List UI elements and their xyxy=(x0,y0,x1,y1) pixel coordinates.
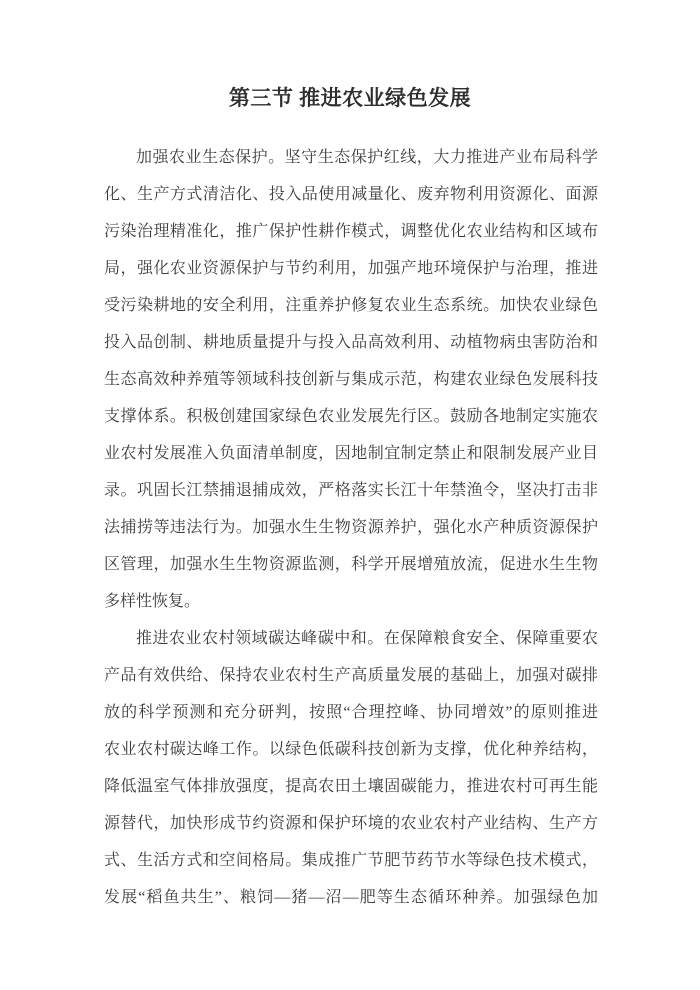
text-line: 产品有效供给、保持农业农村生产高质量发展的基础上，加强对碳排 xyxy=(104,667,598,684)
text-line: 录。巩固长江禁捕退捕成效，严格落实长江十年禁渔令，坚决打击非 xyxy=(104,482,598,499)
text-line: 加强农业生态保护。坚守生态保护红线，大力推进产业布局科学 xyxy=(136,149,598,166)
text-line: 区管理，加强水生生物资源监测，科学开展增殖放流，促进水生生物 xyxy=(104,556,598,573)
text-line: 法捕捞等违法行为。加强水生生物资源养护，强化水产种质资源保护 xyxy=(104,519,598,536)
text-line: 化、生产方式清洁化、投入品使用减量化、废弃物利用资源化、面源 xyxy=(104,186,598,203)
text-line: 业农村发展准入负面清单制度，因地制宜制定禁止和限制发展产业目 xyxy=(104,445,598,462)
text-line: 投入品创制、耕地质量提升与投入品高效利用、动植物病虫害防治和 xyxy=(104,334,598,351)
text-line: 生态高效种养殖等领域科技创新与集成示范，构建农业绿色发展科技 xyxy=(104,371,598,388)
text-line: 多样性恢复。 xyxy=(104,593,201,610)
section-title: 第三节 推进农业绿色发展 xyxy=(228,86,472,110)
text-line: 支撑体系。积极创建国家绿色农业发展先行区。鼓励各地制定实施农 xyxy=(104,408,598,425)
text-line: 受污染耕地的安全利用，注重养护修复农业生态系统。加快农业绿色 xyxy=(104,297,598,314)
text-line: 降低温室气体排放强度，提高农田土壤固碳能力，推进农村可再生能 xyxy=(104,778,598,795)
text-line: 源替代，加快形成节约资源和保护环境的农业农村产业结构、生产方 xyxy=(104,815,598,832)
text-line: 发展“稻鱼共生”、粮饲—猪—沼—肥等生态循环种养。加强绿色加 xyxy=(104,889,598,906)
text-line: 农业农村碳达峰工作。以绿色低碳科技创新为支撑，优化种养结构， xyxy=(104,741,598,758)
text-line: 推进农业农村领域碳达峰碳中和。在保障粮食安全、保障重要农 xyxy=(136,630,598,647)
text-line: 式、生活方式和空间格局。集成推广节肥节药节水等绿色技术模式， xyxy=(104,852,598,869)
text-line: 放的科学预测和充分研判，按照“合理控峰、协同增效”的原则推进 xyxy=(104,704,598,721)
text-line: 污染治理精准化，推广保护性耕作模式，调整优化农业结构和区域布 xyxy=(104,223,598,240)
document-body xyxy=(104,139,598,916)
text-line: 局，强化农业资源保护与节约利用，加强产地环境保护与治理，推进 xyxy=(104,260,598,277)
